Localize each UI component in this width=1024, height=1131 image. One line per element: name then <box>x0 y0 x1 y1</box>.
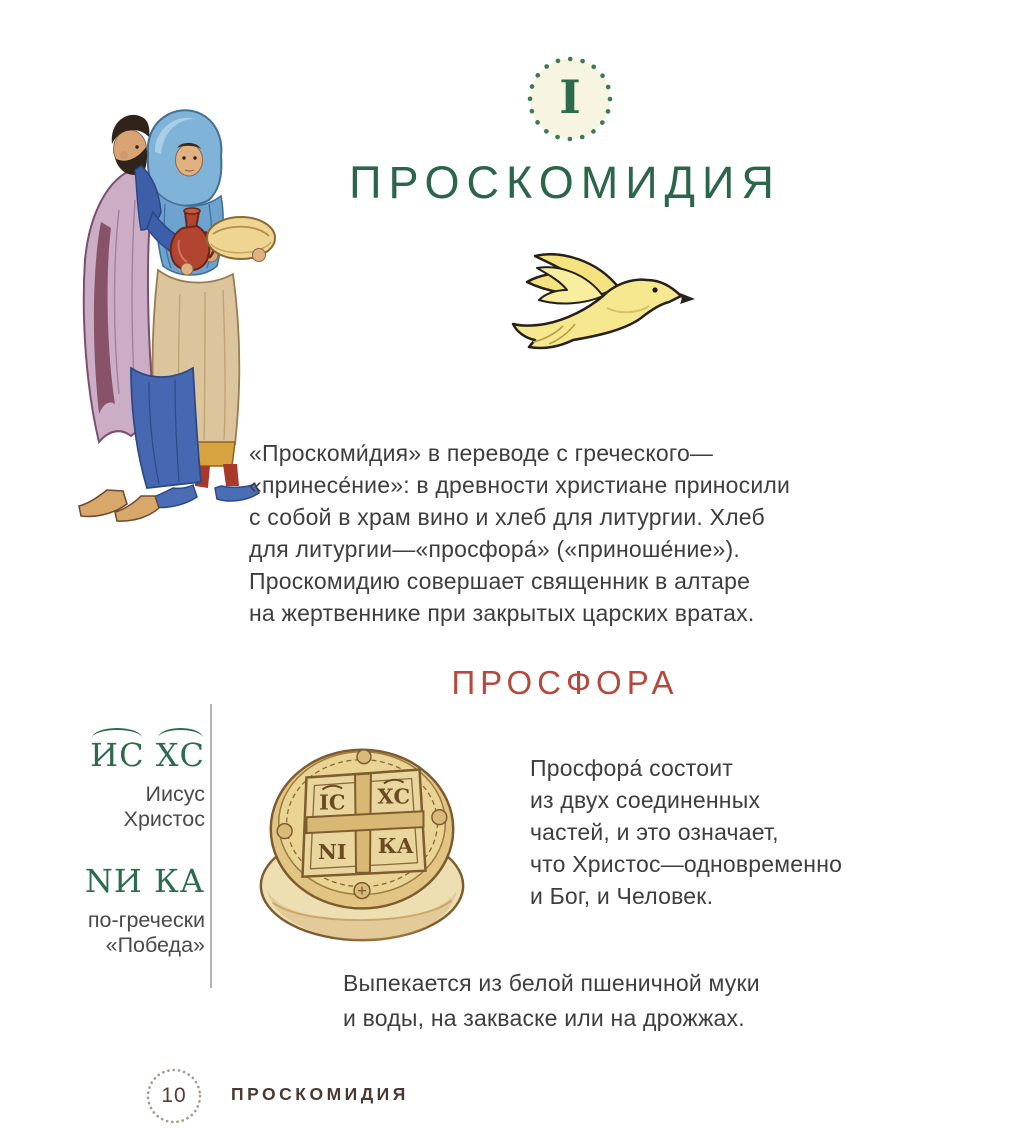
baking-line: и воды, на закваске или на дрожжах. <box>343 1005 745 1031</box>
intro-line: Проскомидию совершает священник в алтаре <box>249 568 751 594</box>
baking-line: Выпекается из белой пшеничной муки <box>343 970 760 996</box>
nika-abbreviation <box>38 861 205 901</box>
intro-line: на жертвеннике при закрытых царских вратах. <box>249 600 755 626</box>
seal-letter-ni: NI <box>317 838 347 864</box>
prosphora-paragraph <box>530 752 950 912</box>
intro-line: для литургии—«просфора́» («приноше́ние»). <box>249 536 740 562</box>
page-number-medallion <box>144 1066 204 1126</box>
christ-abbreviation <box>38 735 205 775</box>
christ-caption: Иисус Христос <box>123 782 205 831</box>
abbr-ni: NИ <box>84 862 143 900</box>
page-title: ПРОСКОМИДИЯ <box>349 157 781 208</box>
intro-line: с собой в храм вино и хлеб для литургии. Хлеб <box>249 504 765 530</box>
dove-eye <box>652 287 657 292</box>
chapter-medallion <box>526 55 614 143</box>
dove-beak <box>680 293 695 304</box>
page-number: 10 <box>161 1084 187 1107</box>
nika-caption: по-гречески «Победа» <box>87 908 205 957</box>
prosphora-line: что Христос—одновременно <box>530 851 843 877</box>
intro-line: «принесе́ние»: в древности христиане приносили <box>249 472 791 498</box>
abbr-is: ИС <box>90 736 145 774</box>
intro-paragraph <box>249 437 869 629</box>
section-heading-prosfora: ПРОСФОРА <box>451 664 679 701</box>
seal-letter-ic: ІС <box>319 789 346 815</box>
footer-section-label: ПРОСКОМИДИЯ <box>231 1084 409 1104</box>
intro-line: «Проскоми́дия» в переводе с греческого— <box>249 440 714 466</box>
prosphora-line: из двух соединенных <box>530 787 761 813</box>
prosphora-bread-illustration <box>243 722 481 960</box>
seal-letter-ka: КА <box>377 832 414 858</box>
sidebar-divider <box>210 704 212 988</box>
chapter-numeral: I <box>559 70 581 124</box>
prosphora-line: Просфора́ состоит <box>530 755 734 781</box>
margin-note <box>38 735 205 957</box>
prosphora-line: частей, и это означает, <box>530 819 779 845</box>
baking-note <box>343 966 903 1036</box>
abbr-ka: КА <box>154 862 205 900</box>
abbr-hs: ХС <box>155 736 205 774</box>
prosphora-line: и Бог, и Человек. <box>530 883 714 909</box>
dove-illustration <box>503 246 705 354</box>
seal-letter-hs: ХС <box>377 783 411 809</box>
